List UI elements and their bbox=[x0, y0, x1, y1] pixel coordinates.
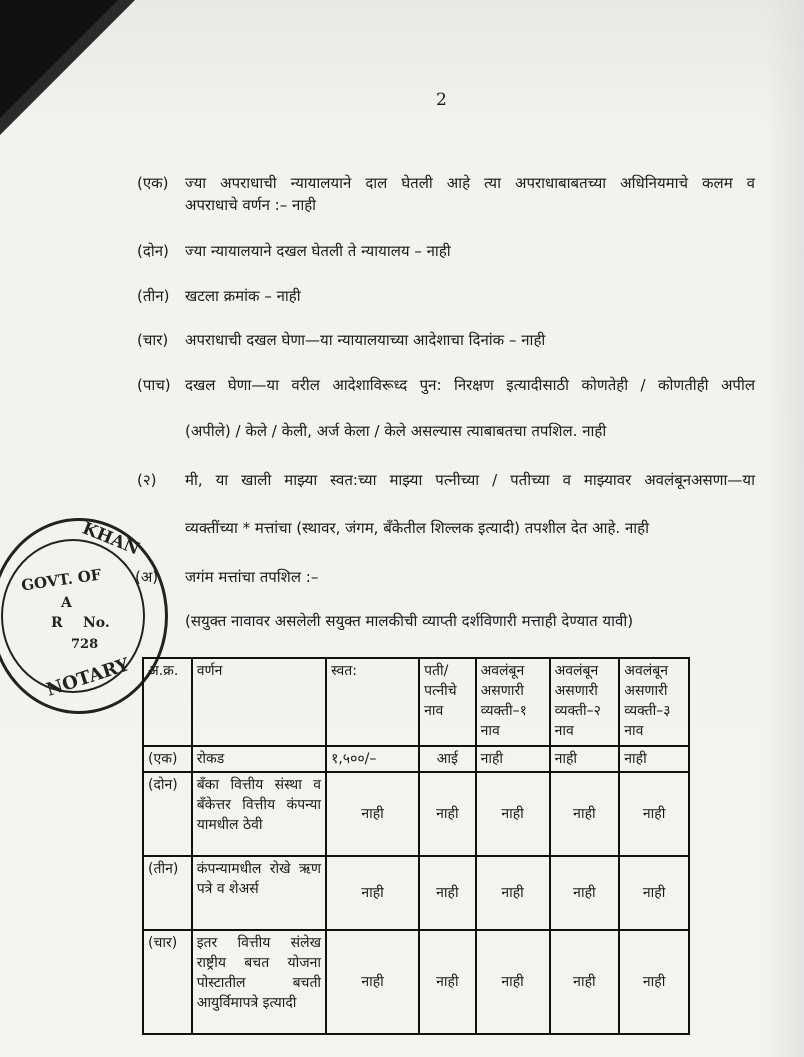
stamp-text-number: 728 bbox=[71, 637, 99, 652]
cell-serial: (एक) bbox=[143, 746, 192, 772]
item-4 bbox=[137, 329, 755, 351]
stamp-text-govt: GOVT. OF bbox=[20, 565, 103, 595]
stamp-text-top: KHAN bbox=[79, 518, 143, 560]
header-cell-serial: अ.क्र. bbox=[143, 658, 192, 746]
item-text-line1: खटला क्रमांक – नाही bbox=[185, 287, 301, 305]
cell-description: रोकड bbox=[192, 746, 326, 772]
cell-spouse: नाही bbox=[419, 772, 475, 856]
header-cell-dependent-3: अवलंबून असणारी व्यक्ती–३ नाव bbox=[619, 658, 689, 746]
item-8 bbox=[137, 610, 755, 632]
header-cell-spouse: पती/ पत्नीचे नाव bbox=[419, 658, 475, 746]
item-number: (पाच) bbox=[137, 376, 171, 394]
table-row bbox=[143, 930, 689, 1034]
cell-dependent-2: नाही bbox=[550, 930, 620, 1034]
item-number: (एक) bbox=[137, 174, 169, 192]
cell-dependent-3: नाही bbox=[619, 746, 689, 772]
item-text-line1: मी, या खाली माझ्या स्वत:च्या माझ्या पत्नीच्या / पतीच्या व माझ्यावर अवलंबूनअसणा—या bbox=[185, 471, 755, 489]
cell-dependent-1: नाही bbox=[476, 772, 550, 856]
table-row bbox=[143, 772, 689, 856]
table-row bbox=[143, 746, 689, 772]
item-text-line2: अपराधाचे वर्णन :– नाही bbox=[185, 196, 317, 214]
page-number: 2 bbox=[436, 90, 447, 110]
item-text-line1: ज्या अपराधाची न्यायालयाने दाल घेतली आहे त्या अपराधाबाबतच्या अधिनियमाचे कलम व bbox=[185, 174, 755, 192]
folded-corner-inner bbox=[0, 0, 118, 118]
cell-description: बॅंका वित्तीय संस्था व बॅंकेत्तर वित्तीय कंपन्या यामधील ठेवी bbox=[192, 772, 326, 856]
item-text-line1: (सयुक्त नावावर असलेली सयुक्त मालकीची व्याप्ती दर्शविणारी मत्ताही देण्यात यावी) bbox=[185, 612, 634, 630]
cell-dependent-1: नाही bbox=[476, 746, 550, 772]
cell-spouse: आई bbox=[419, 746, 475, 772]
stamp-text-a: A bbox=[61, 595, 72, 611]
cell-dependent-3: नाही bbox=[619, 930, 689, 1034]
item-text-line1: ज्या न्यायालयाने दखल घेतली ते न्यायालय – नाही bbox=[185, 242, 451, 260]
cell-self: नाही bbox=[326, 772, 419, 856]
cell-description: कंपन्यामधील रोखे ऋण पत्रे व शेअर्स bbox=[192, 856, 326, 930]
header-cell-description: वर्णन bbox=[192, 658, 326, 746]
item-text-line2: (अपीले) / केले / केली, अर्ज केला / केले असल्यास त्याबाबतचा तपशिल. नाही bbox=[185, 422, 607, 440]
item-5 bbox=[137, 374, 755, 440]
item-2 bbox=[137, 240, 755, 262]
header-cell-dependent-1: अवलंबून असणारी व्यक्ती–१ नाव bbox=[476, 658, 550, 746]
movable-assets-table bbox=[142, 657, 690, 1035]
item-1 bbox=[137, 172, 755, 222]
item-3 bbox=[137, 285, 755, 307]
table-row bbox=[143, 856, 689, 930]
item-number: (अ) bbox=[135, 568, 159, 586]
item-number: (२) bbox=[137, 471, 157, 489]
item-6 bbox=[137, 469, 755, 549]
cell-dependent-2: नाही bbox=[550, 746, 620, 772]
item-text-line1: जगंम मत्तांचा तपशिल :– bbox=[185, 568, 319, 586]
item-number: (दोन) bbox=[137, 242, 169, 260]
table-header-row bbox=[143, 658, 689, 746]
item-text-line1: दखल घेणा—या वरील आदेशाविरूध्द पुन: निरक्षण इत्यादीसाठी कोणतेही / कोणतीही अपील bbox=[185, 376, 755, 394]
cell-spouse: नाही bbox=[419, 930, 475, 1034]
header-cell-self: स्वत: bbox=[326, 658, 419, 746]
item-text-line2: व्यक्तींच्या * मत्तांचा (स्थावर, जंगम, बॅंकेतील शिल्लक इत्यादी) तपशील देत आहे. नाही bbox=[185, 519, 650, 537]
cell-serial: (चार) bbox=[143, 930, 192, 1034]
item-7 bbox=[137, 566, 755, 588]
item-text-line1: अपराधाची दखल घेणा—या न्यायालयाच्या आदेशाचा दिनांक – नाही bbox=[185, 331, 546, 349]
cell-serial: (दोन) bbox=[143, 772, 192, 856]
cell-dependent-2: नाही bbox=[550, 772, 620, 856]
stamp-text-bottom: NOTARY bbox=[43, 654, 132, 701]
cell-self: १,५००/– bbox=[326, 746, 419, 772]
cell-self: नाही bbox=[326, 930, 419, 1034]
header-cell-dependent-2: अवलंबून असणारी व्यक्ती–२ नाव bbox=[550, 658, 620, 746]
cell-dependent-2: नाही bbox=[550, 856, 620, 930]
cell-spouse: नाही bbox=[419, 856, 475, 930]
stamp-text-no: No. bbox=[83, 615, 110, 631]
stamp-text-r: R bbox=[51, 615, 63, 631]
cell-description: इतर वित्तीय संलेख राष्ट्रीय बचत योजना पोस्टातील बचती आयुर्विमापत्रे इत्यादी bbox=[192, 930, 326, 1034]
item-number: (तीन) bbox=[137, 287, 170, 305]
cell-dependent-3: नाही bbox=[619, 856, 689, 930]
item-number: (चार) bbox=[137, 331, 169, 349]
page-edge-shadow bbox=[764, 0, 804, 1057]
cell-dependent-1: नाही bbox=[476, 856, 550, 930]
cell-serial: (तीन) bbox=[143, 856, 192, 930]
cell-self: नाही bbox=[326, 856, 419, 930]
cell-dependent-3: नाही bbox=[619, 772, 689, 856]
cell-dependent-1: नाही bbox=[476, 930, 550, 1034]
